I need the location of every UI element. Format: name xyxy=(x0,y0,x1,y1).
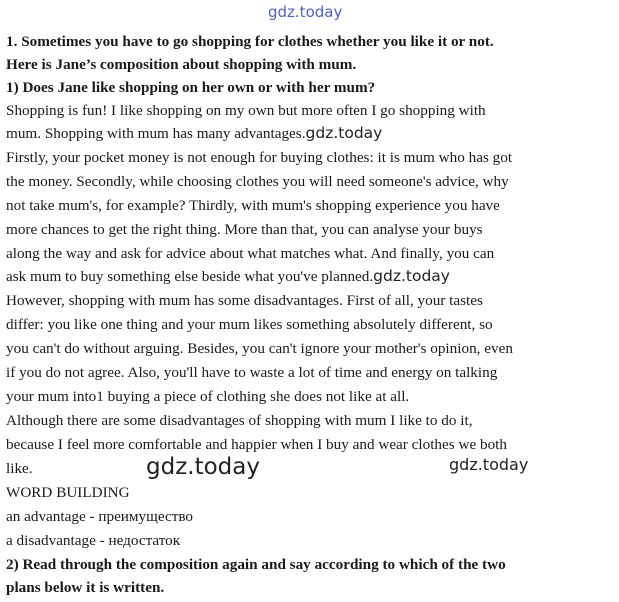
composition-line: Although there are some disadvantages of shopping with mum I like to do it, xyxy=(6,412,473,429)
word-building-heading: WORD BUILDING xyxy=(6,484,130,501)
composition-line: Shopping is fun! I like shopping on my own but more often I go shopping with xyxy=(6,102,486,119)
composition-line: differ: you like one thing and your mum likes something absolutely different, so xyxy=(6,316,493,333)
composition-line: ask mum to buy something else beside what you've planned.gdz.today xyxy=(6,267,450,285)
composition-line: if you do not agree. Also, you'll have to waste a lot of time and energy on talking xyxy=(6,364,498,381)
composition-line: you can't do without arguing. Besides, you can't ignore your mother's opinion, even xyxy=(6,340,513,357)
composition-line: because I feel more comfortable and happier when I buy and wear clothes we both xyxy=(6,436,507,453)
word-building-item: a disadvantage - недостаток xyxy=(6,532,181,549)
question-2-line-2: plans below it is written. xyxy=(6,579,165,596)
watermark-top: gdz.today xyxy=(268,3,343,21)
composition-line: Firstly, your pocket money is not enough for buying clothes: it is mum who has got xyxy=(6,149,513,166)
composition-line: more chances to get the right thing. More than that, you can analyse your buys xyxy=(6,221,483,238)
exercise-heading-line-2: Here is Jane’s composition about shopping with mum. xyxy=(6,56,357,73)
watermark-small: gdz.today xyxy=(449,455,529,474)
composition-line: the money. Secondly, while choosing clothes you will need someone's advice, why xyxy=(6,173,509,190)
composition-line: along the way and ask for advice about what matches what. And finally, you can xyxy=(6,245,495,262)
composition-line: your mum into1 buying a piece of clothing she does not like at all. xyxy=(6,388,410,405)
watermark-big: gdz.today xyxy=(146,454,260,480)
exercise-heading-line-1: 1. Sometimes you have to go shopping for clothes whether you like it or not. xyxy=(6,33,494,50)
composition-line: However, shopping with mum has some disadvantages. First of all, your tastes xyxy=(6,292,483,309)
question-1: 1) Does Jane like shopping on her own or with her mum? xyxy=(6,79,376,96)
word-building-item: an advantage - преимущество xyxy=(6,508,193,525)
composition-line: mum. Shopping with mum has many advantages.gdz.today xyxy=(6,124,383,142)
composition-line: not take mum's, for example? Thirdly, with mum's shopping experience you have xyxy=(6,197,500,214)
question-2-line-1: 2) Read through the composition again and say according to which of the two xyxy=(6,556,506,573)
watermark-inline: gdz.today xyxy=(305,124,383,142)
watermark-inline: gdz.today xyxy=(373,267,450,285)
composition-line: like. xyxy=(6,460,33,477)
